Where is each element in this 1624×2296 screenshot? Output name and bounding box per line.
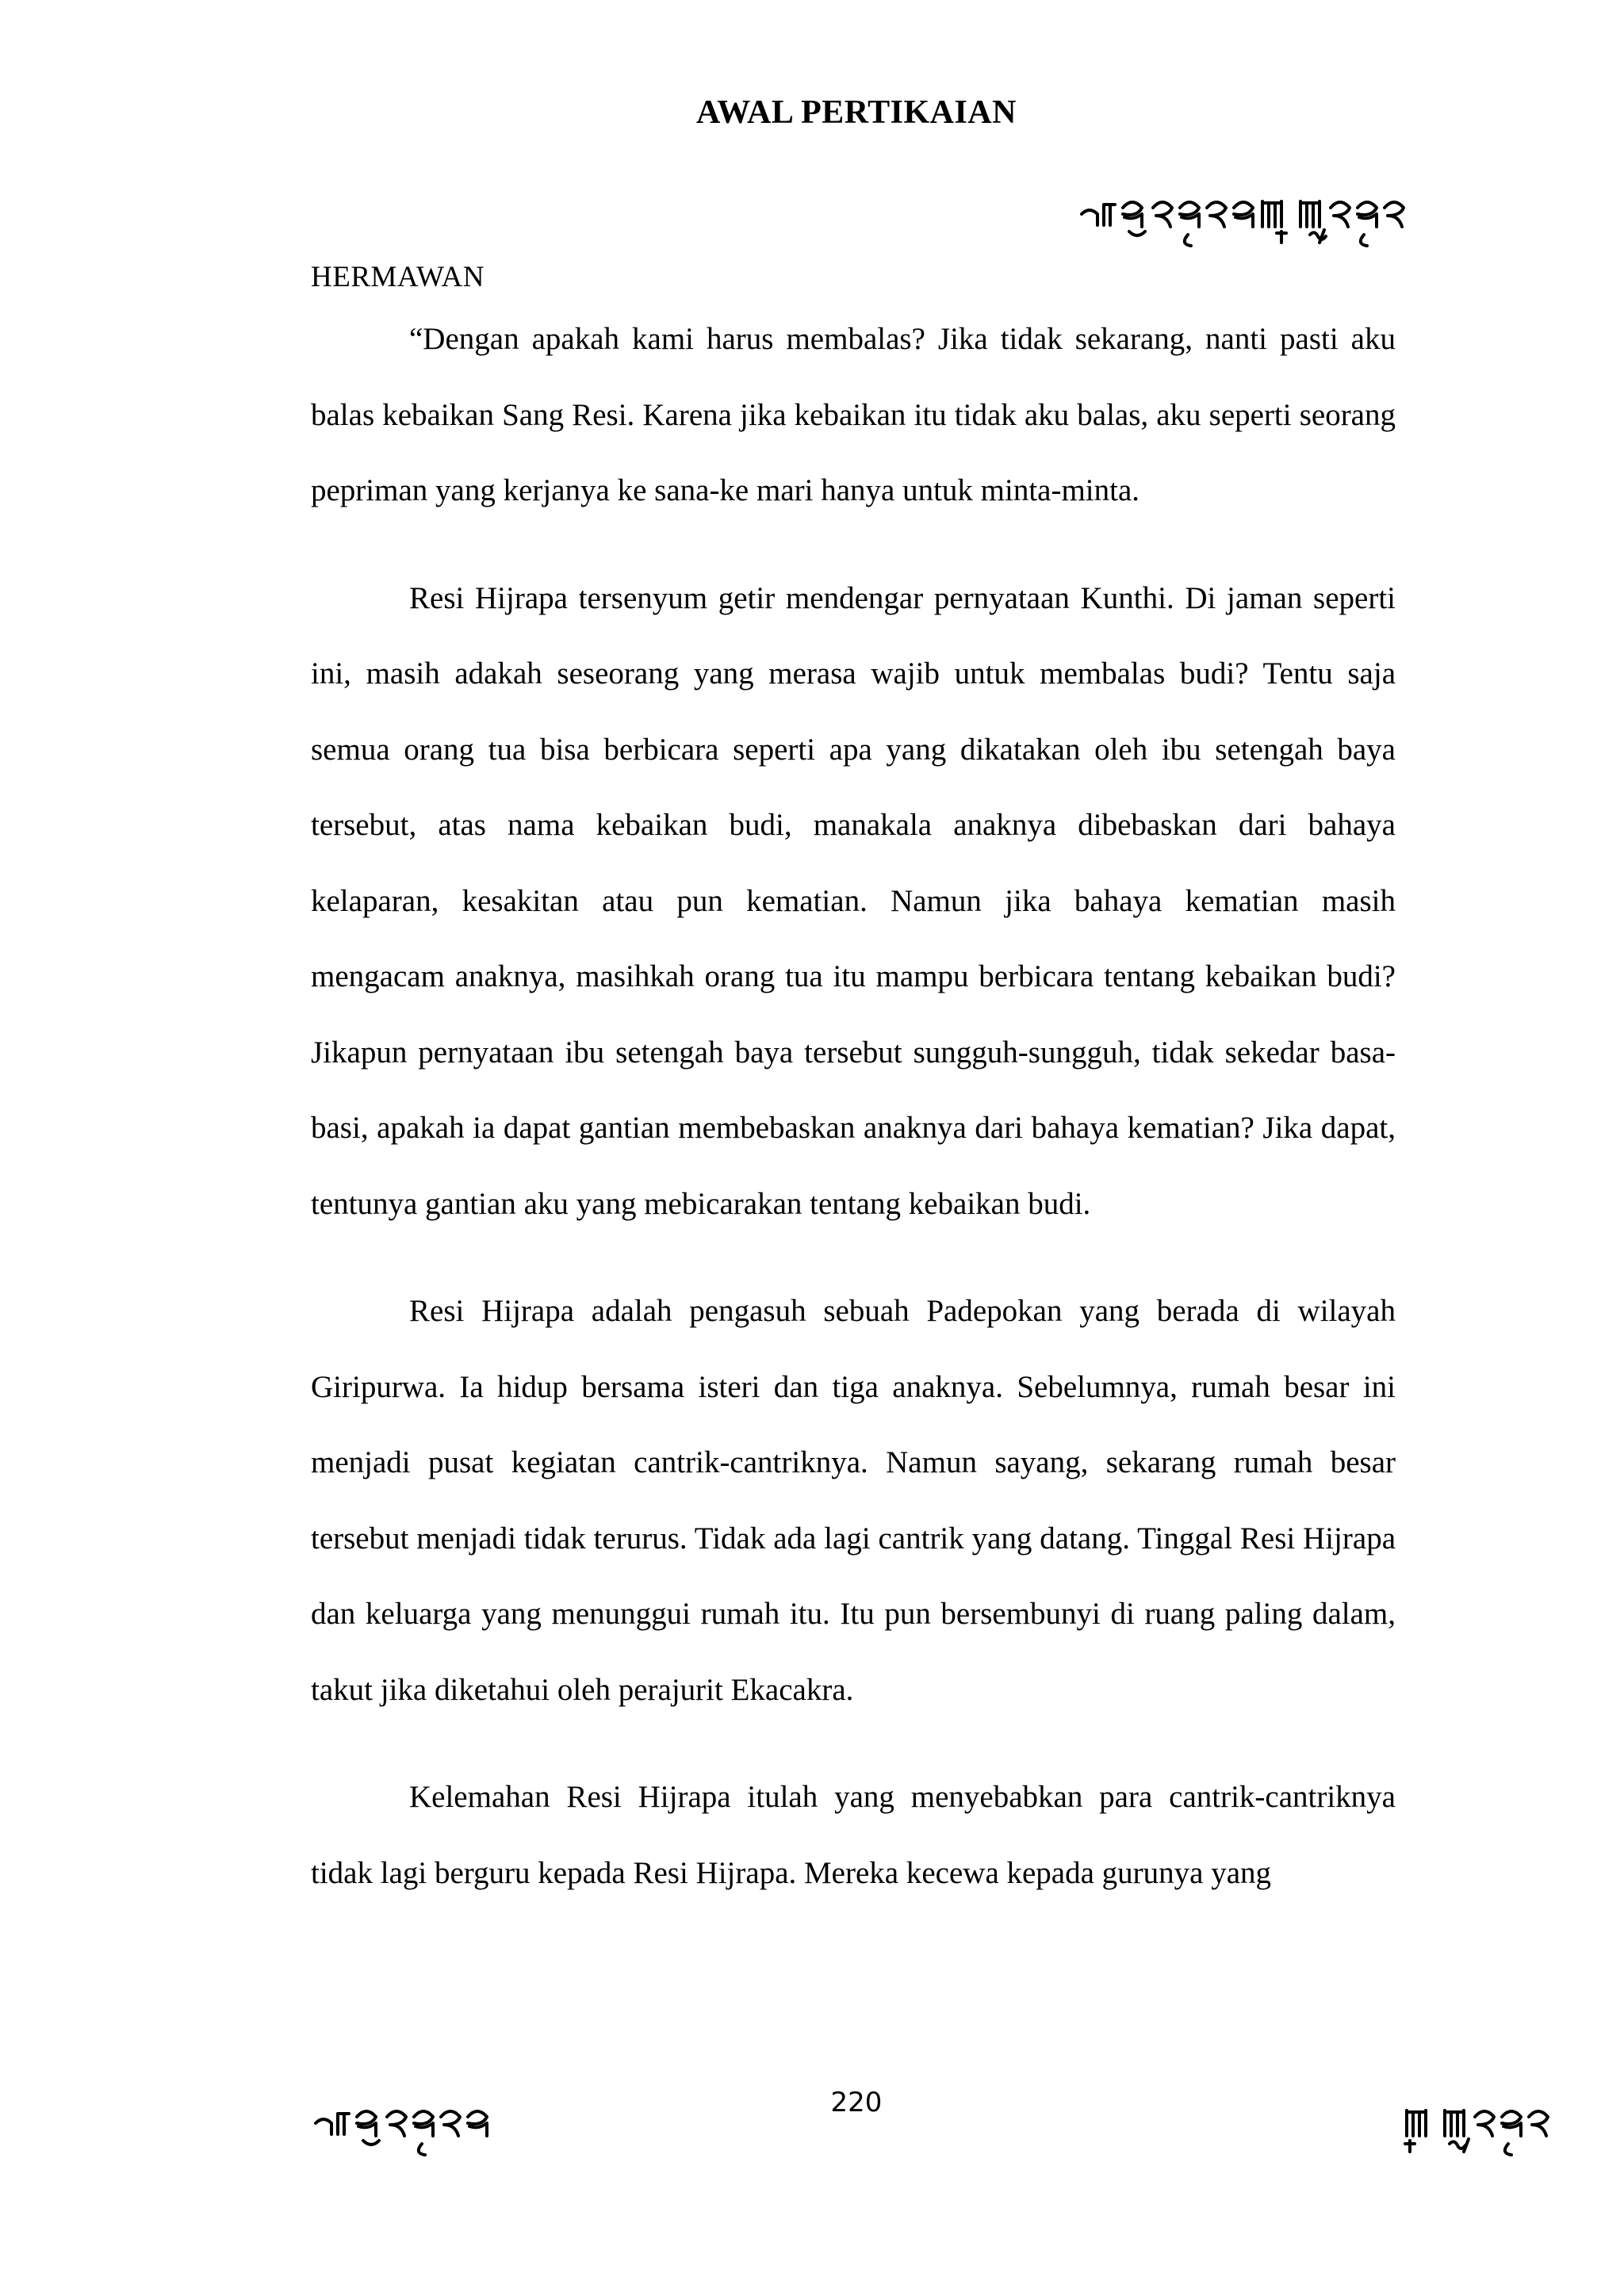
chapter-title: AWAL PERTIKAIAN — [696, 94, 1017, 131]
javanese-script-header-ornament — [1077, 190, 1408, 252]
paragraph: “Dengan apakah kami harus membalas? Jika tidak sekarang, nanti pasti aku balas kebaikan Sang Resi. Karena jika kebaikan itu tidak aku balas, aku seperti seorang pepriman yang kerjanya ke sana-ke mari hanya untuk minta-minta. — [311, 322, 1396, 507]
paragraph: Kelemahan Resi Hijrapa itulah yang menyebabkan para cantrik-cantriknya tidak lagi berguru kepada Resi Hijrapa. Mereka kecewa kepada gurunya yang — [311, 1780, 1396, 1890]
page-number: 220 — [830, 2087, 883, 2118]
javanese-script-footer-left-ornament — [311, 2099, 495, 2161]
javanese-script-footer-right-ornament — [1402, 2099, 1568, 2161]
paragraph: Resi Hijrapa adalah pengasuh sebuah Padepokan yang berada di wilayah Giripurwa. Ia hidup bersama isteri dan tiga anaknya. Sebelumnya, rumah besar ini menjadi pusat kegiatan cantrik-cantriknya. Namun sayang, sekarang rumah besar tersebut menjadi tidak terurus. Tidak ada lagi cantrik yang datang. Tinggal Resi Hijrapa dan keluarga yang menunggui rumah itu. Itu pun bersembunyi di ruang paling dalam, takut jika diketahui oleh perajurit Ekacakra. — [311, 1294, 1396, 1707]
paragraph: Resi Hijrapa tersenyum getir mendengar pernyataan Kunthi. Di jaman seperti ini, masih adakah seseorang yang merasa wajib untuk membalas budi? Tentu saja semua orang tua bisa berbicara seperti apa yang dikatakan oleh ibu setengah baya tersebut, atas nama kebaikan budi, manakala anaknya dibebaskan dari bahaya kelaparan, kesakitan atau pun kematian. Namun jika bahaya kematian masih mengacam anaknya, masihkah orang tua itu mampu berbicara tentang kebaikan budi? Jikapun pernyataan ibu setengah baya tersebut sungguh-sungguh, tidak sekedar basa-basi, apakah ia dapat gantian membebaskan anaknya dari bahaya kematian? Jika dapat, tentunya gantian aku yang mebicarakan tentang kebaikan budi. — [311, 580, 1396, 1221]
body-text — [311, 301, 1396, 1911]
author-name: HERMAWAN — [311, 261, 485, 293]
